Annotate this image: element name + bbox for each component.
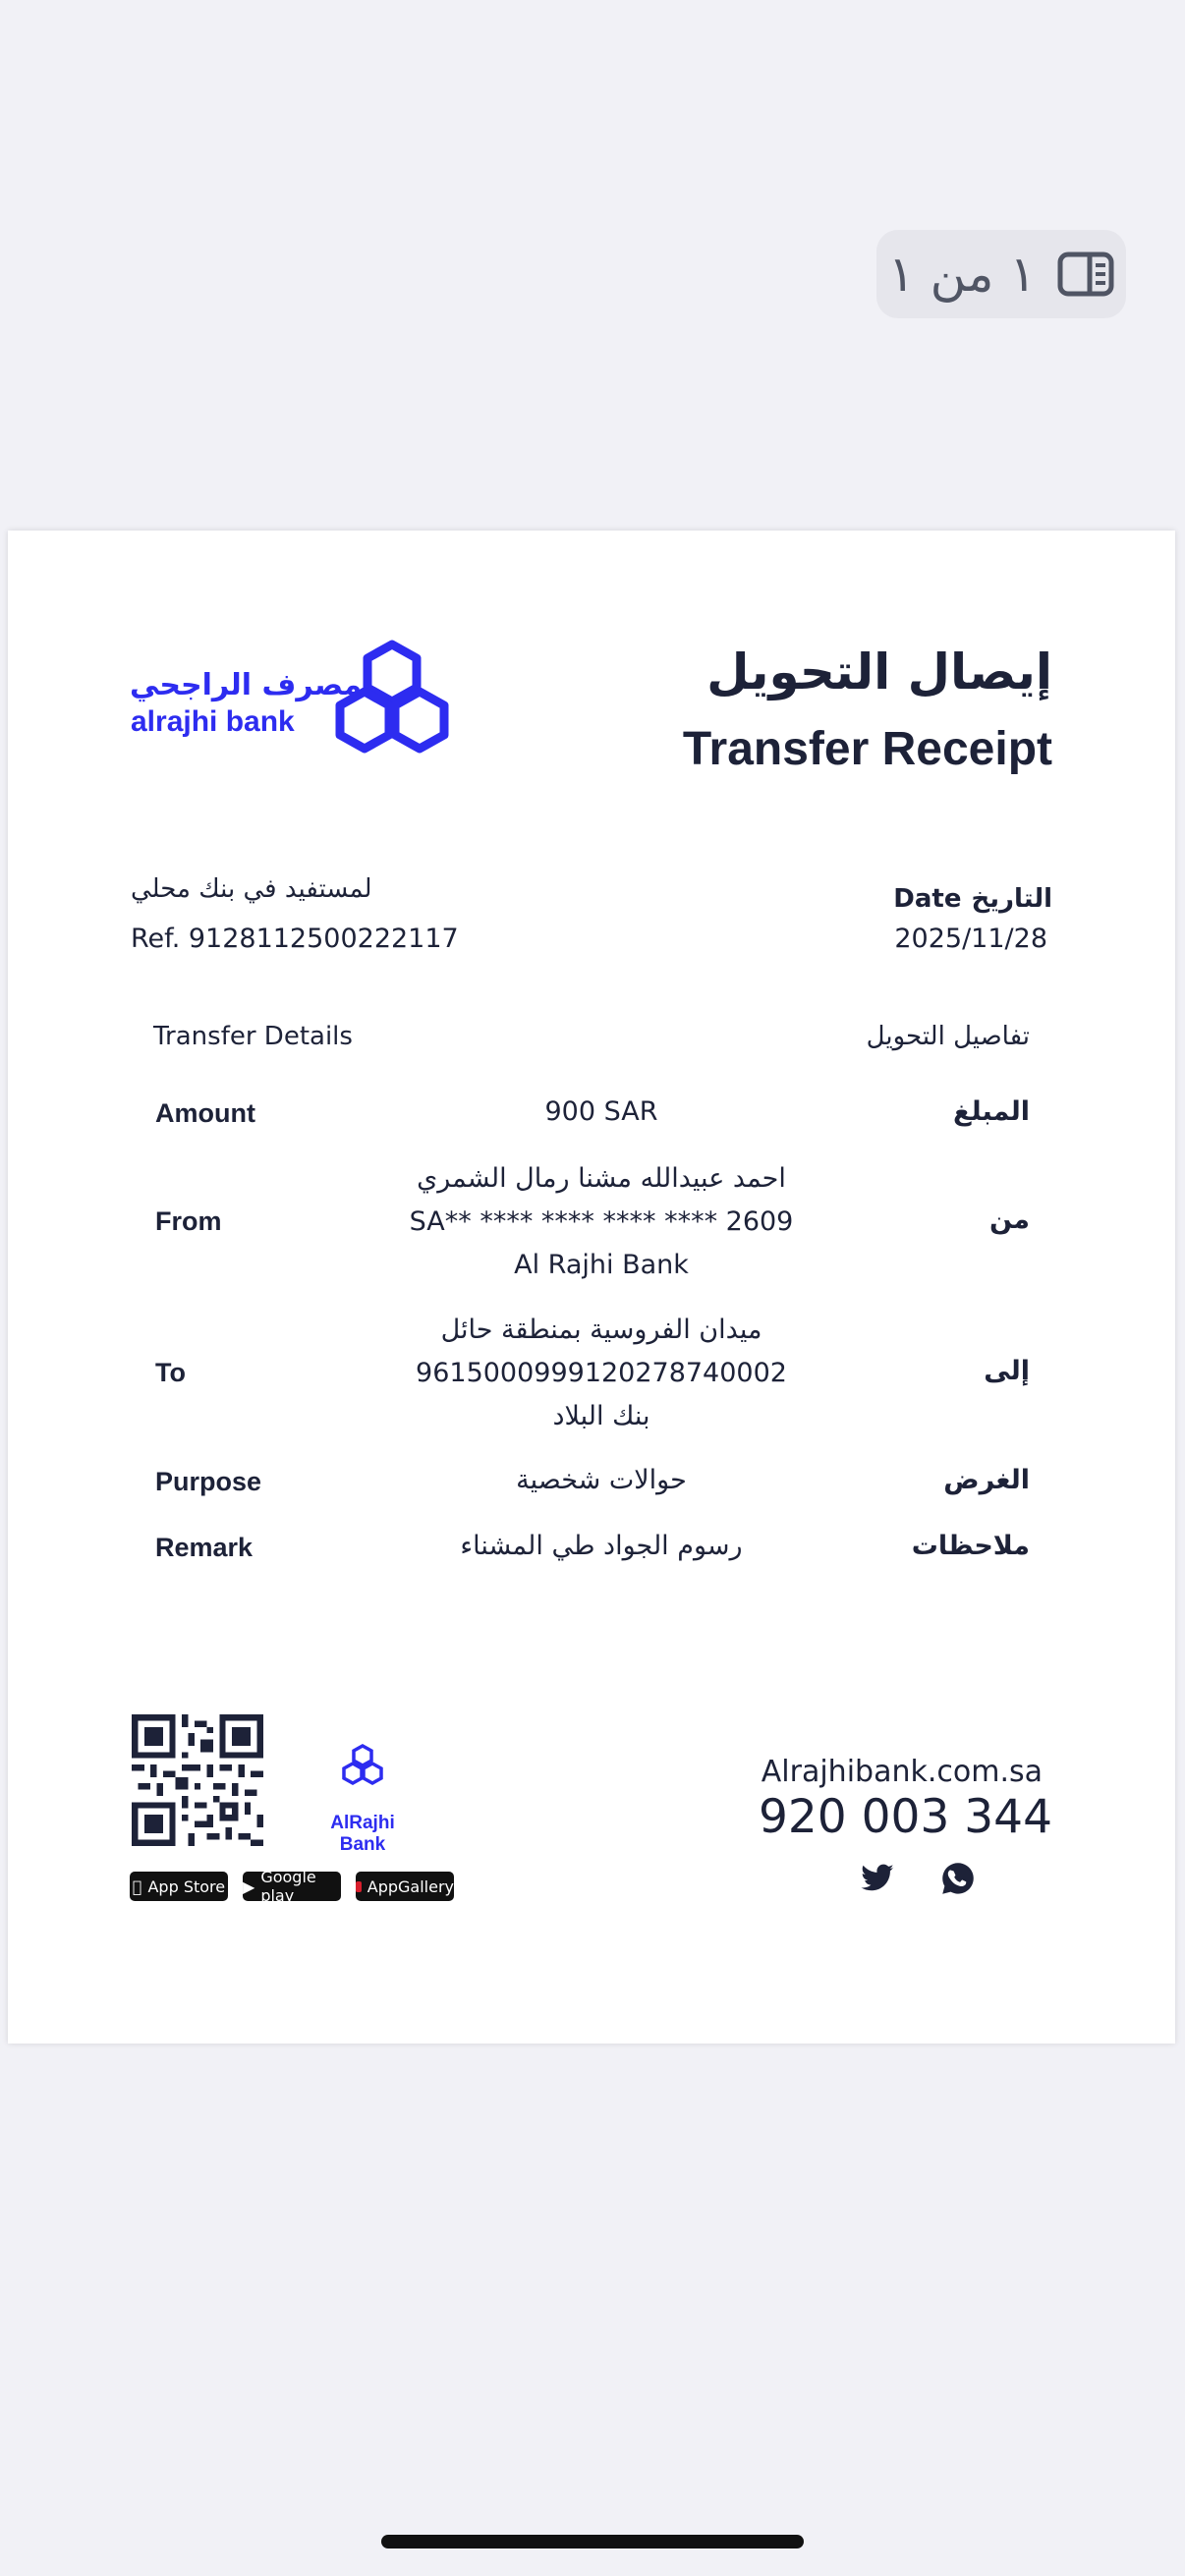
apple-icon [133,1877,142,1896]
remark-label: Remark [155,1533,254,1562]
purpose-label-ar: الغرض [943,1465,1030,1495]
amount-label-ar: المبلغ [953,1096,1030,1127]
receipt-document [8,531,1175,2044]
date-value: 2025/11/28 [894,924,1047,954]
from-label: From [155,1206,222,1236]
section-title-en: Transfer Details [153,1022,353,1051]
page-indicator[interactable] [876,230,1126,318]
play-icon: ▶ [243,1876,255,1896]
title-arabic: إيصال التحويل [706,644,1052,700]
sidebar-toggle-icon [1057,252,1114,297]
to-label-ar: إلى [984,1356,1030,1386]
from-account: SA** **** **** **** **** 2609 [409,1206,794,1237]
google-play-badge[interactable] [243,1868,341,1905]
date-label [893,884,1052,914]
date-label-ar: التاريخ [971,884,1052,914]
to-value [263,1309,939,1438]
remark-text: رسوم الجواد طي المشناء [460,1531,743,1561]
twitter-icon[interactable] [859,1861,896,1896]
google-play-label: Google play [260,1868,316,1905]
from-bank: Al Rajhi Bank [514,1250,689,1280]
purpose-label: Purpose [155,1467,262,1496]
page-indicator-text: ١ من ١ [887,246,1037,303]
from-label-ar: من [988,1204,1030,1235]
logo-text-arabic: مصرف الراجحي [130,668,363,702]
app-gallery-badge[interactable] [356,1872,454,1901]
amount-value [263,1091,939,1134]
to-bank: بنك البلاد [552,1401,650,1431]
to-account: 9615000999120278740002 [416,1358,787,1388]
remark-value [263,1525,939,1568]
home-indicator[interactable] [381,2535,804,2548]
remark-label-ar: ملاحظات [911,1531,1030,1561]
logo-text-english: alrajhi bank [131,705,295,738]
beneficiary-type: لمستفيد في بنك محلي [131,874,372,904]
from-name: احمد عبيدالله مشنا رمال الشمري [417,1163,786,1194]
alrajhi-app-icon [328,1734,397,1803]
reference-number: Ref. 9128112500222117 [131,924,459,954]
section-title-ar: تفاصيل التحويل [866,1022,1030,1051]
to-label: To [155,1358,186,1387]
alrajhi-app-logo [308,1734,418,1856]
huawei-icon [356,1881,362,1892]
amount-label: Amount [155,1098,255,1128]
qr-code-icon [132,1714,263,1846]
date-label-en: Date [893,884,962,914]
website-link[interactable]: Alrajhibank.com.sa [761,1755,1043,1789]
purpose-value [263,1459,939,1502]
from-value [263,1157,939,1287]
app-store-label: App Store [142,1876,221,1896]
app-gallery-label: AppGallery [367,1876,454,1896]
app-store-badge[interactable] [130,1872,228,1901]
title-english: Transfer Receipt [682,723,1052,775]
phone-number[interactable]: 920 003 344 [758,1790,1052,1844]
purpose-text: حوالات شخصية [516,1465,687,1495]
app-name: AlRajhi Bank [330,1813,395,1855]
amount-text: 900 SAR [544,1096,658,1127]
to-name: ميدان الفروسية بمنطقة حائل [440,1315,762,1345]
whatsapp-icon[interactable] [939,1861,977,1896]
